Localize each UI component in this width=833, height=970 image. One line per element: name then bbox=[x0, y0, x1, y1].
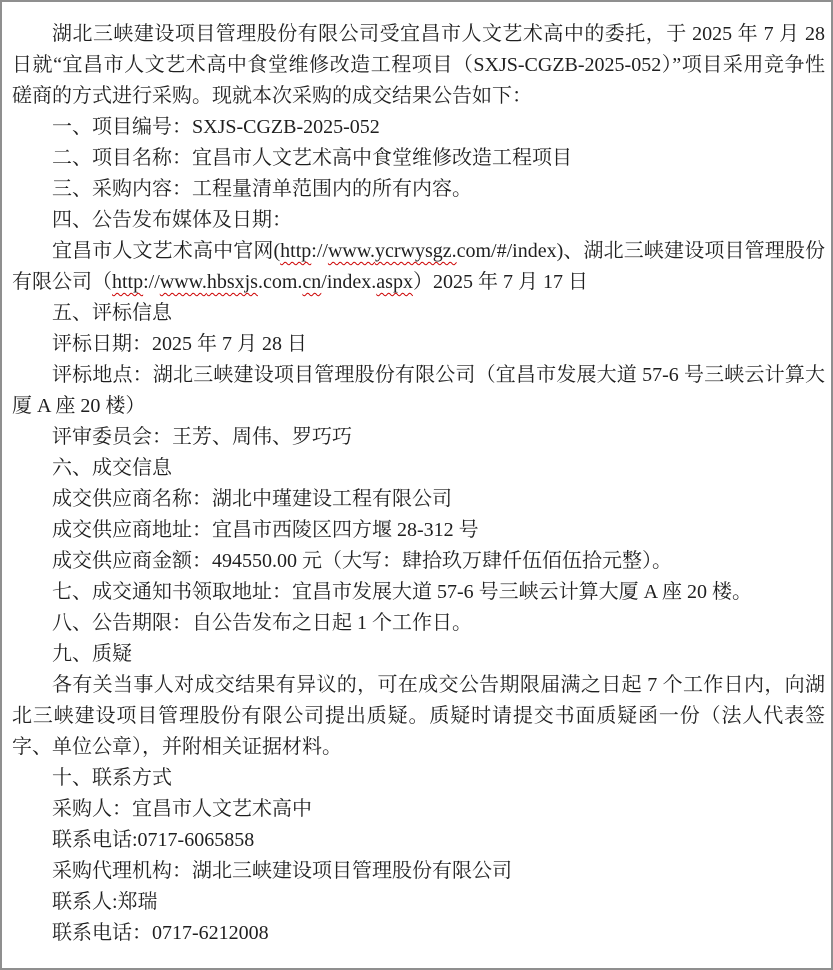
purchaser-line: 采购人：宜昌市人文艺术高中 bbox=[52, 798, 312, 820]
award-heading-line: 六、成交信息 bbox=[52, 457, 172, 479]
url-text-segment: :// bbox=[311, 240, 328, 262]
project-name-line: 二、项目名称：宜昌市人文艺术高中食堂维修改造工程项目 bbox=[52, 147, 572, 169]
purchaser-phone-line: 联系电话:0717-6065858 bbox=[52, 829, 255, 851]
misspelled-url-segment: aspx bbox=[376, 271, 413, 293]
intro-paragraph: 湖北三峡建设项目管理股份有限公司受宜昌市人文艺术高中的委托，于 2025 年 7 月 28 日就“宜昌市人文艺术高中食堂维修改造工程项目（SXJS-CGZB-2025-052）”项目采用竞争性磋商的方式进行采购。现就本次采购的成交结果公告如下： bbox=[12, 23, 825, 107]
media-text-segment: 宜昌市人文艺术高中官网( bbox=[52, 240, 281, 262]
media-text-segment: ）2025 年 7 月 17 日 bbox=[412, 271, 588, 293]
contact-heading-line: 十、联系方式 bbox=[52, 767, 172, 789]
url-text-segment: :// bbox=[143, 271, 160, 293]
media-text-segment: com/#/index)、湖北三峡建设项目管理股份有限公司（ bbox=[12, 240, 825, 293]
evaluation-heading-line: 五、评标信息 bbox=[52, 302, 172, 324]
evaluation-committee-line: 评审委员会：王芳、周伟、罗巧巧 bbox=[52, 426, 352, 448]
misspelled-url-segment: www. bbox=[327, 240, 375, 262]
announcement-period-line: 八、公告期限：自公告发布之日起 1 个工作日。 bbox=[52, 612, 472, 634]
procurement-content-line: 三、采购内容：工程量清单范围内的所有内容。 bbox=[52, 178, 472, 200]
misspelled-url-segment: hbsxjs bbox=[206, 271, 258, 293]
evaluation-place-paragraph: 评标地点：湖北三峡建设项目管理股份有限公司（宜昌市发展大道 57-6 号三峡云计算大厦 A 座 20 楼） bbox=[12, 364, 825, 417]
misspelled-url-segment: www. bbox=[159, 271, 207, 293]
notice-pickup-line: 七、成交通知书领取地址：宜昌市发展大道 57-6 号三峡云计算大厦 A 座 20 楼。 bbox=[52, 581, 752, 603]
misspelled-url-segment: http bbox=[280, 240, 312, 262]
media-heading-line: 四、公告发布媒体及日期： bbox=[52, 209, 292, 231]
supplier-address-line: 成交供应商地址：宜昌市西陵区四方堰 28-312 号 bbox=[52, 519, 479, 541]
misspelled-url-segment: http bbox=[112, 271, 144, 293]
agency-contact-line: 联系人:郑瑞 bbox=[52, 891, 158, 913]
agency-line: 采购代理机构：湖北三峡建设项目管理股份有限公司 bbox=[52, 860, 512, 882]
url-text-segment: .com. bbox=[257, 271, 303, 293]
announcement-body bbox=[2, 2, 831, 949]
challenge-body-paragraph: 各有关当事人对成交结果有异议的，可在成交公告期限届满之日起 7 个工作日内，向湖北三峡建设项目管理股份有限公司提出质疑。质疑时请提交书面质疑函一份（法人代表签字、单位公章），并附相关证据材料。 bbox=[12, 674, 825, 758]
project-number-line: 一、项目编号：SXJS-CGZB-2025-052 bbox=[52, 116, 380, 138]
supplier-name-line: 成交供应商名称：湖北中瑾建设工程有限公司 bbox=[52, 488, 452, 510]
evaluation-date-line: 评标日期：2025 年 7 月 28 日 bbox=[52, 333, 307, 355]
misspelled-url-segment: cn bbox=[302, 271, 322, 293]
supplier-amount-line: 成交供应商金额：494550.00 元（大写：肆拾玖万肆仟伍佰伍拾元整）。 bbox=[52, 550, 672, 572]
misspelled-url-segment: ycrwysgz. bbox=[374, 240, 457, 262]
agency-phone-line: 联系电话：0717-6212008 bbox=[52, 922, 269, 944]
url-text-segment: /index. bbox=[321, 271, 377, 293]
challenge-heading-line: 九、质疑 bbox=[52, 643, 132, 665]
media-dates-paragraph bbox=[12, 236, 825, 298]
